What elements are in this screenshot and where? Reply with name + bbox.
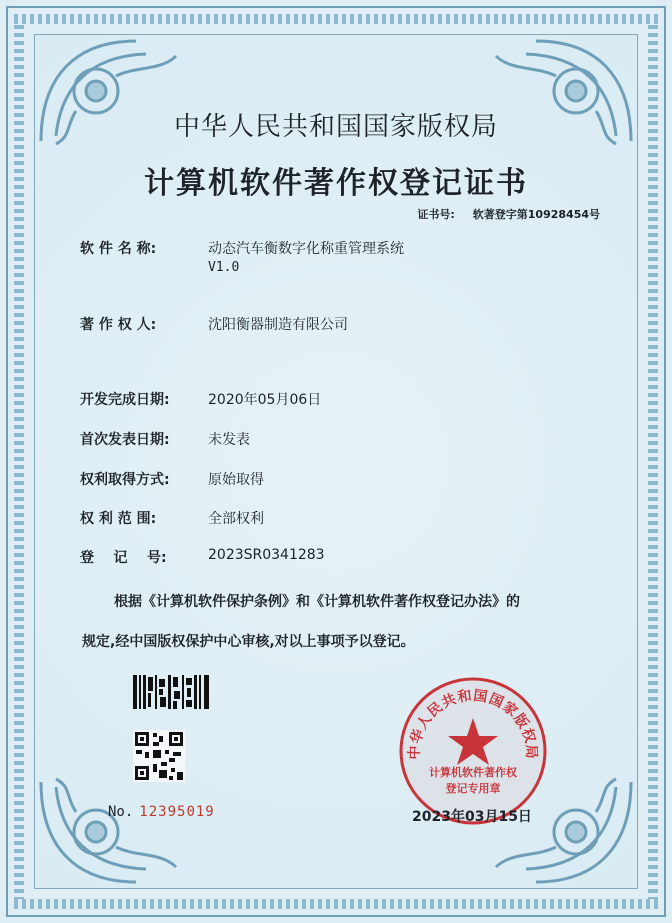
field-value: 原始取得 [208, 472, 264, 488]
certificate-title: 计算机软件著作权登记证书 [144, 166, 528, 201]
corner-ornament-icon [36, 777, 186, 887]
certificate-number-value: 软著登字第10928454号 [472, 208, 600, 221]
field-label: 权 利 范 围: [80, 511, 157, 527]
seal-arc-text: 中华人民共和国国家版权局 [406, 687, 540, 760]
software-version: V1.0 [208, 260, 240, 275]
field-value: 沈阳衡器制造有限公司 [208, 317, 348, 333]
serial-number [108, 804, 215, 820]
official-seal [398, 676, 548, 826]
statement-line-2: 规定,经中国版权保护中心审核,对以上事项予以登记。 [82, 634, 415, 650]
issuer-name: 中华人民共和国国家版权局 [173, 112, 498, 142]
field-label: 著 作 权 人: [80, 317, 157, 333]
serial-number-value: 12395019 [139, 804, 215, 820]
barcode-icon [133, 675, 209, 709]
seal-line-1: 计算机软件著作权 [429, 766, 517, 779]
seal-ring [398, 676, 548, 826]
field-value: 2023SR0341283 [208, 547, 325, 563]
field-value: 全部权利 [208, 511, 264, 527]
certificate-number-label: 证书号: [417, 208, 455, 221]
field-label: 首次发表日期: [80, 432, 170, 448]
serial-number-label: No. [108, 804, 134, 820]
field-label: 开发完成日期: [80, 392, 170, 408]
statement-line-1: 根据《计算机软件保护条例》和《计算机软件著作权登记办法》的 [114, 594, 520, 610]
field-label: 权利取得方式: [80, 472, 170, 488]
seal-line-2: 登记专用章 [445, 782, 501, 795]
qr-code-icon [133, 730, 185, 782]
field-value: 2020年05月06日 [208, 392, 322, 408]
certificate-number [417, 206, 600, 222]
field-value: 动态汽车衡数字化称重管理系统 [208, 241, 404, 257]
field-value: 未发表 [208, 432, 250, 448]
field-label: 登 记 号: [80, 550, 167, 566]
field-label: 软 件 名 称: [80, 241, 157, 257]
issue-date: 2023年03月15日 [412, 809, 532, 825]
